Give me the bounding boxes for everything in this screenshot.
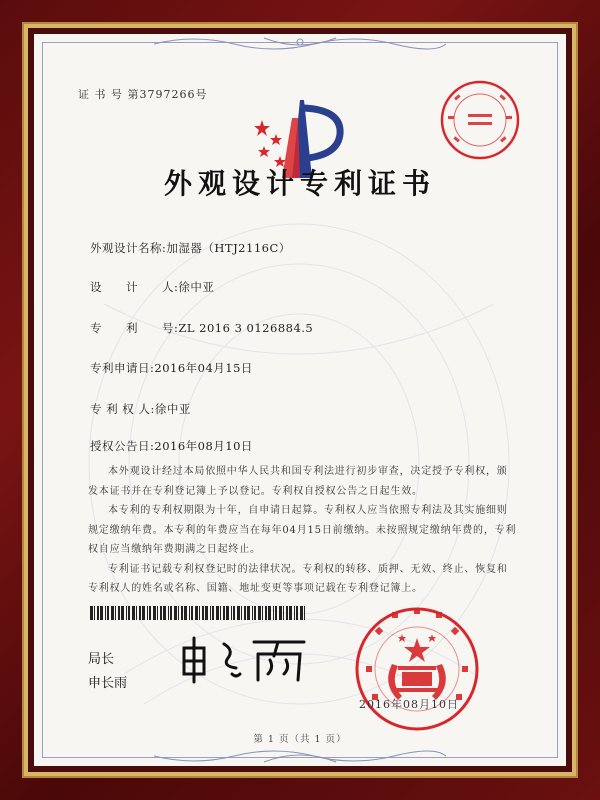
announce-date-label: 授权公告日:	[90, 439, 155, 453]
patent-number-value: ZL 2016 3 0126884.5	[178, 321, 314, 335]
director-name: 申长雨	[88, 676, 128, 691]
seal-date: 2016年08月10日	[359, 698, 459, 711]
design-name-field	[90, 240, 291, 256]
designer-field	[90, 279, 214, 295]
announce-date-field	[90, 438, 253, 454]
official-seal-stamp	[352, 604, 482, 734]
patentee-label: 专 利 权 人:	[90, 402, 155, 416]
patentee-field	[90, 401, 191, 417]
patentee-value: 徐中亚	[154, 402, 191, 416]
bottom-ornament	[154, 746, 446, 766]
patent-number-field	[90, 320, 313, 336]
body-paragraph-2: 本专利的专利权期限为十年，自申请日起算。专利权人应当依照专利法及其实施细则规定缴纳年费。本专利的年费应当在每年04月15日前缴纳。未按照规定缴纳年费的，专利权自应当缴纳年费期满之日起终止。	[88, 505, 517, 555]
director-title: 局长	[88, 652, 115, 667]
design-name-value: 加湿器（HTJ2116C）	[166, 241, 291, 255]
patent-number-label: 专 利 号:	[90, 321, 179, 335]
designer-value: 徐中亚	[178, 280, 215, 294]
filing-date-value: 2016年04月15日	[154, 361, 253, 375]
barcode	[90, 606, 308, 620]
certificate-body-text	[88, 462, 518, 599]
design-name-label: 外观设计名称:	[90, 241, 167, 255]
filing-date-label: 专利申请日:	[90, 361, 155, 375]
page-number: 第 1 页（共 1 页）	[253, 734, 347, 745]
announce-date-value: 2016年08月10日	[154, 439, 253, 453]
agent-seal-stamp	[438, 78, 522, 162]
filing-date-field	[90, 360, 253, 376]
body-paragraph-3: 专利证书记载专利权登记时的法律状况。专利权的转移、质押、无效、终止、恢复和专利权人的姓名或名称、国籍、地址变更等事项记载在专利登记簿上。	[88, 563, 508, 594]
director-signature	[174, 634, 314, 684]
certificate-title: 外观设计专利证书	[163, 167, 436, 200]
certificate-number: 证 书 号 第3797266号	[78, 88, 208, 101]
certificate-paper	[34, 34, 566, 766]
designer-label: 设 计 人:	[90, 280, 179, 294]
body-paragraph-1: 本外观设计经过本局依照中华人民共和国专利法进行初步审查，决定授予专利权，颁发本证书并在专利登记簿上予以登记。专利权自授权公告之日起生效。	[88, 466, 508, 497]
top-ornament	[154, 34, 446, 54]
